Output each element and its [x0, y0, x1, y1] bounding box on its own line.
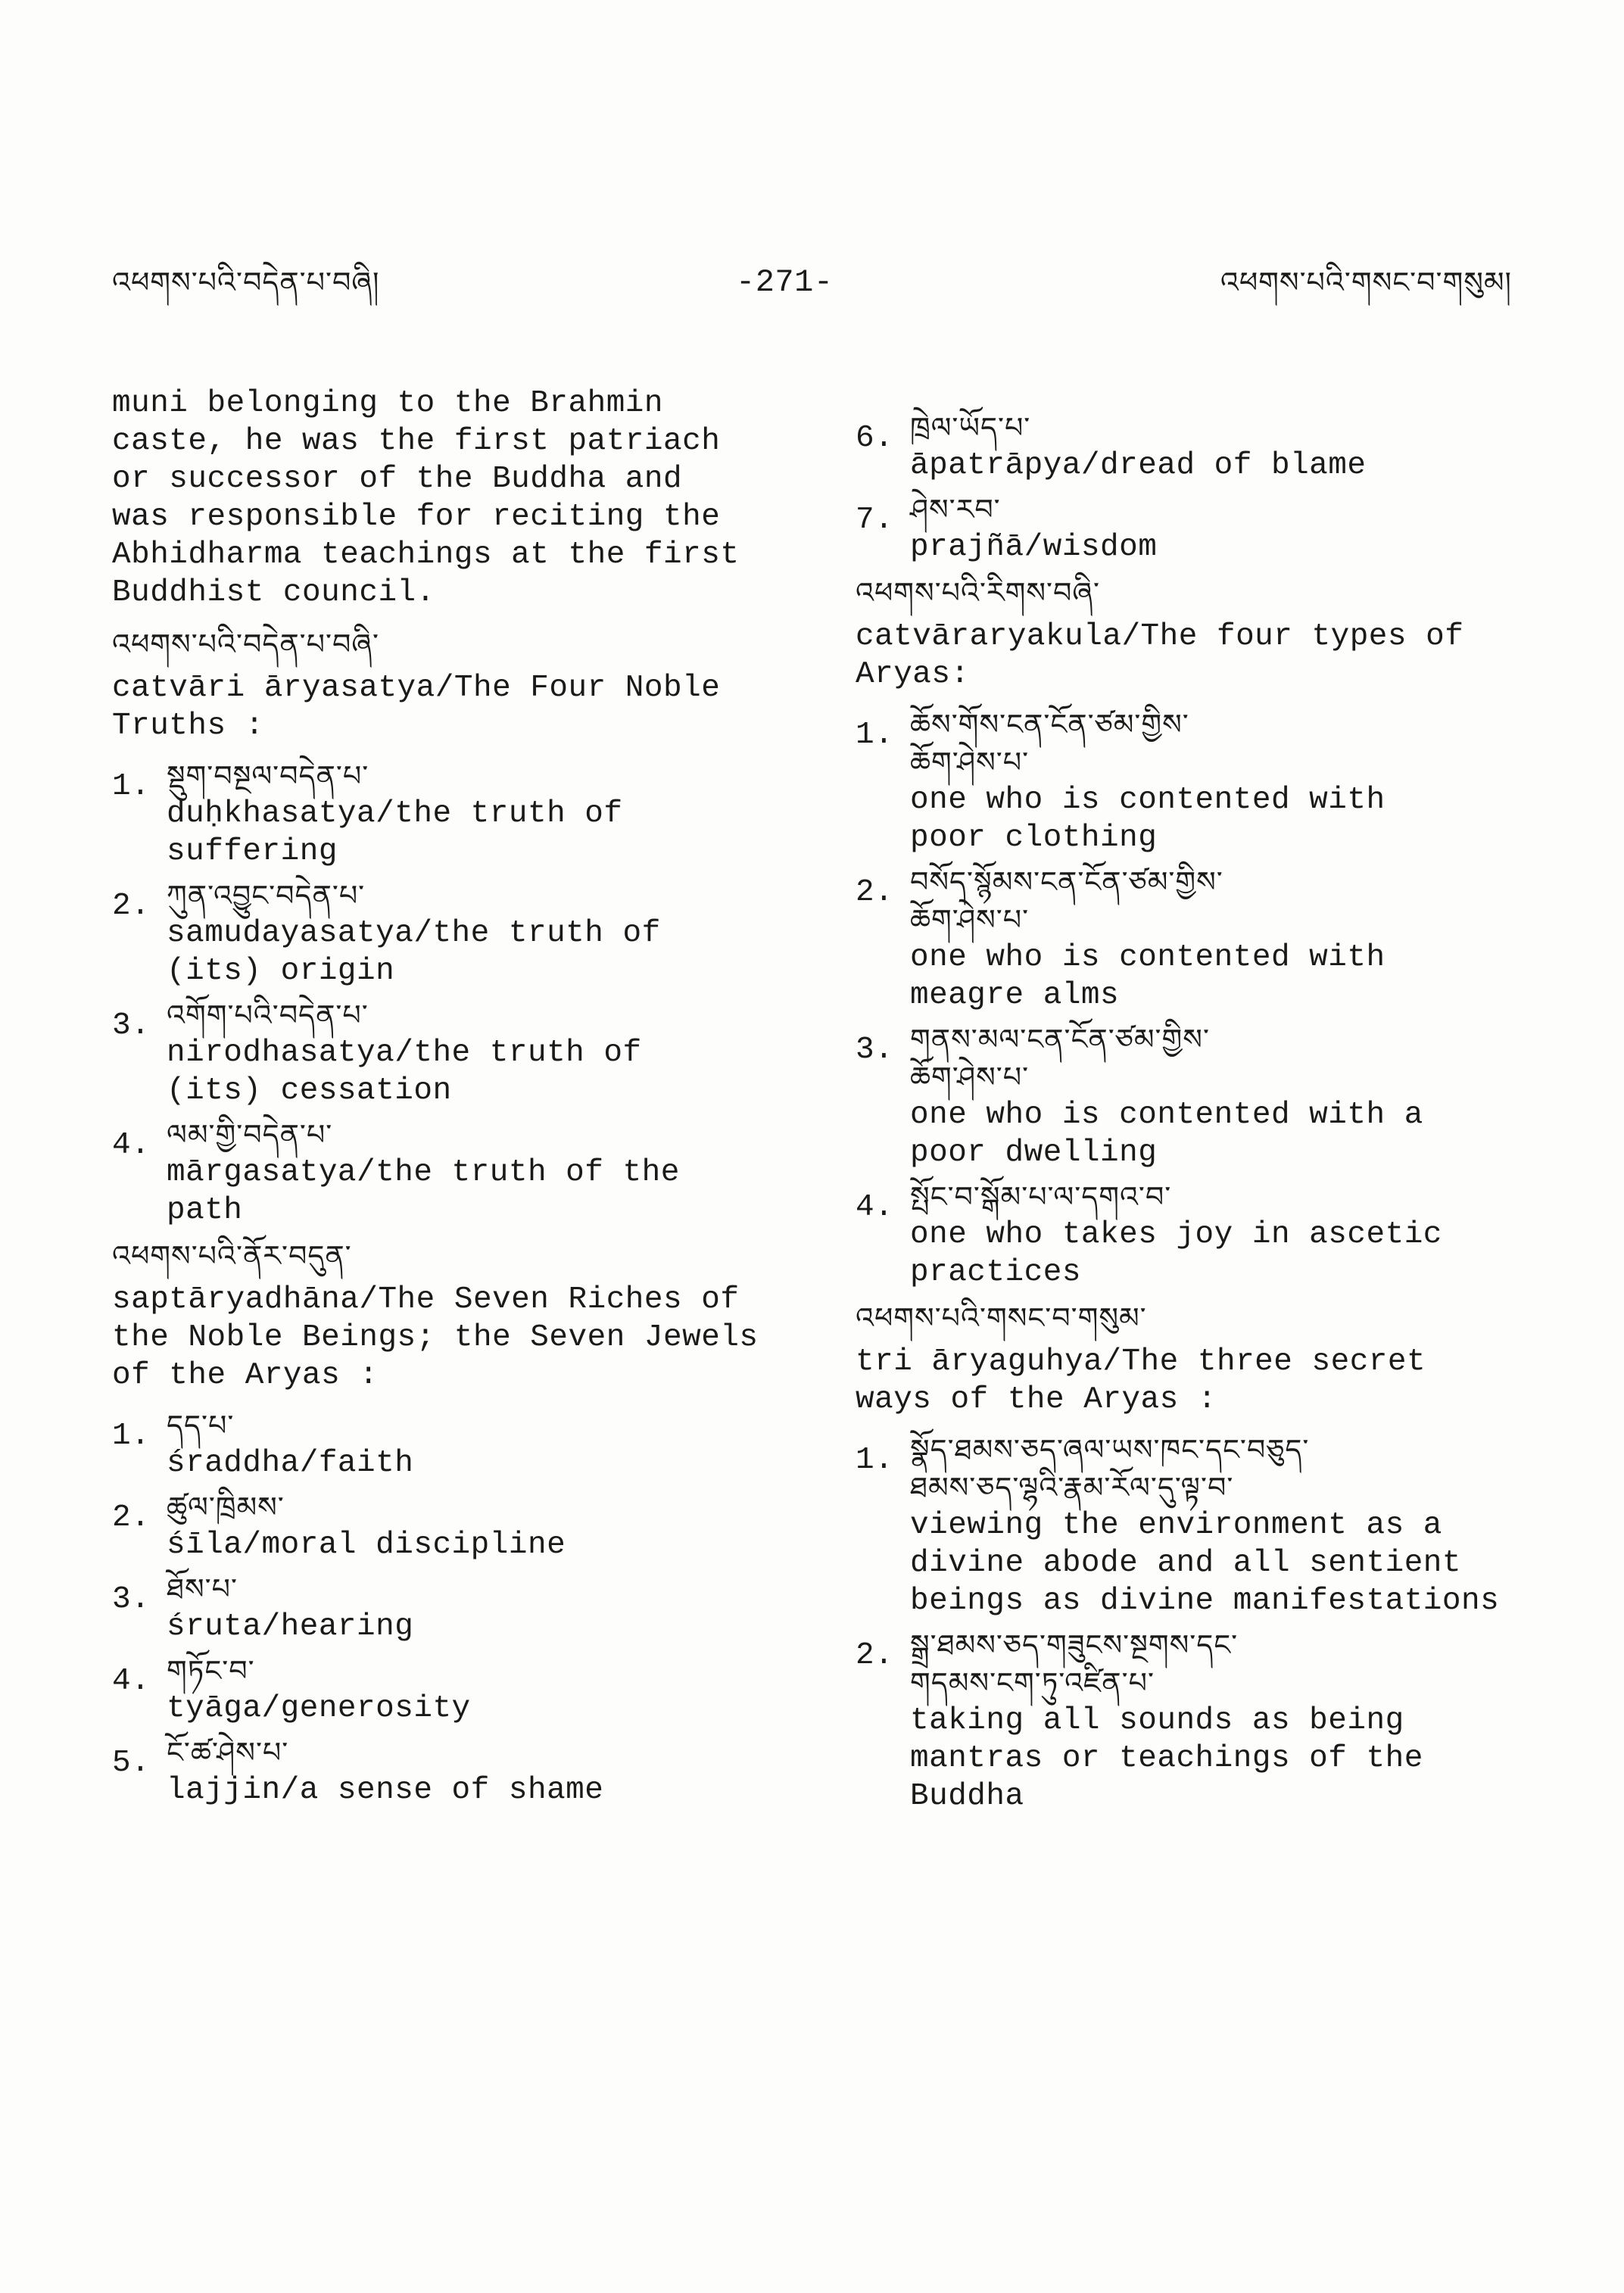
- seven-riches-tibetan-heading: འཕགས་པའི་ནོར་བདུན་: [112, 1239, 352, 1273]
- list-item: [856, 1431, 1522, 1620]
- header-right-tibetan: འཕགས་པའི་གསང་བ་གསུམ།: [1220, 266, 1512, 299]
- item-tibetan: ཤེས་རབ་: [910, 493, 1001, 526]
- three-secrets-tibetan-heading: འཕགས་པའི་གསང་བ་གསུམ་: [856, 1301, 1147, 1335]
- item-number: 3.: [856, 1033, 894, 1067]
- intro-paragraph: muni belonging to the Brahmin caste, he was the first patriach or successor of the Buddha and was responsible for reciting the Abhidharma teachings at the first Buddhist council.: [112, 386, 740, 610]
- item-tibetan: ཐོས་པ་: [167, 1572, 238, 1606]
- left-column: [112, 385, 778, 1815]
- item-tibetan: སྤོང་བ་སྒོམ་པ་ལ་དགའ་བ་: [910, 1180, 1172, 1213]
- item-tibetan: བསོད་སྙོམས་ངན་ངོན་ཙམ་གྱིས་ ཆོག་ཤེས་པ་: [910, 865, 1223, 936]
- item-gloss: one who is contented with a poor dwelling: [910, 1098, 1423, 1170]
- item-gloss: prajñā/wisdom: [910, 530, 1158, 565]
- item-number: 1.: [112, 1419, 151, 1453]
- item-tibetan: སྣོད་ཐམས་ཅད་ཞལ་ཡས་ཁང་དང་བཅུད་ ཐམས་ཅད་ལྷའི་རྣམ་རོལ་དུ་ལྟ་བ་: [910, 1433, 1310, 1504]
- item-number: 1.: [856, 1443, 894, 1478]
- item-gloss: one who is contented with meagre alms: [910, 940, 1386, 1013]
- item-tibetan: ཆོས་གོས་ངན་ངོན་ཙམ་གྱིས་ ཆོག་ཤེས་པ་: [910, 708, 1189, 779]
- item-tibetan: ངོ་ཚ་ཤེས་པ་: [167, 1736, 289, 1769]
- item-gloss: śraddha/faith: [167, 1446, 414, 1481]
- item-number: 4.: [112, 1664, 151, 1699]
- seven-riches-title: saptāryadhāna/The Seven Riches of the Noble Beings; the Seven Jewels of the Aryas :: [112, 1282, 759, 1393]
- right-column: [856, 409, 1522, 1821]
- item-tibetan: སྒྲ་ཐམས་ཅད་གཟུངས་སྔགས་དང་ གདམས་ངག་ཏུ་འཛིན་པ་: [910, 1628, 1239, 1699]
- item-tibetan: གཏོང་བ་: [167, 1654, 255, 1687]
- list-item: [112, 1488, 778, 1564]
- item-gloss: one who is contented with poor clothing: [910, 783, 1386, 855]
- list-item: [112, 1652, 778, 1728]
- item-gloss: śīla/moral discipline: [167, 1528, 566, 1562]
- item-number: 2.: [856, 875, 894, 910]
- list-item: [856, 1020, 1522, 1172]
- item-number: 4.: [112, 1128, 151, 1163]
- item-tibetan: ཚུལ་ཁྲིམས་: [167, 1491, 285, 1524]
- list-item: [856, 409, 1522, 484]
- item-number: 3.: [112, 1582, 151, 1617]
- item-gloss: śruta/hearing: [167, 1609, 414, 1644]
- item-number: 6.: [856, 421, 894, 456]
- item-tibetan: ལམ་གྱི་བདེན་པ་: [167, 1118, 333, 1151]
- list-item: [112, 996, 778, 1110]
- list-item: [112, 877, 778, 990]
- item-number: 3.: [112, 1008, 151, 1043]
- item-number: 2.: [112, 1500, 151, 1535]
- item-gloss: viewing the environment as a divine abode and all sentient beings as divine manifestations: [910, 1508, 1500, 1618]
- four-truths-title: catvāri āryasatya/The Four Noble Truths :: [112, 671, 721, 743]
- item-gloss: tyāga/generosity: [167, 1691, 471, 1726]
- header-left-tibetan: འཕགས་པའི་བདེན་པ་བཞི།: [112, 266, 380, 299]
- item-gloss: mārgasatya/the truth of the path: [167, 1155, 680, 1228]
- item-gloss: nirodhasatya/the truth of (its) cessation: [167, 1036, 642, 1108]
- list-item: [112, 1570, 778, 1646]
- item-number: 5.: [112, 1746, 151, 1781]
- item-gloss: samudayasatya/the truth of (its) origin: [167, 916, 661, 989]
- item-tibetan: སྡུག་བསྔལ་བདེན་པ་: [167, 759, 369, 793]
- item-gloss: taking all sounds as being mantras or teachings of the Buddha: [910, 1703, 1423, 1814]
- list-item: [856, 706, 1522, 857]
- item-tibetan: འགོག་པའི་བདེན་པ་: [167, 999, 369, 1032]
- list-item: [112, 1407, 778, 1482]
- four-lineages-title: catvāraryakula/The four types of Aryas:: [856, 619, 1464, 692]
- item-number: 2.: [112, 889, 151, 924]
- item-tibetan: དད་པ་: [167, 1409, 235, 1442]
- item-tibetan: གནས་མལ་ངན་ངོན་ཙམ་གྱིས་ ཆོག་ཤེས་པ་: [910, 1023, 1210, 1094]
- list-item: [112, 1734, 778, 1809]
- item-gloss: duḥkhasatya/the truth of suffering: [167, 796, 623, 869]
- item-number: 1.: [112, 769, 151, 804]
- item-tibetan: ཀུན་འབྱུང་བདེན་པ་: [167, 879, 366, 912]
- list-item: [112, 1116, 778, 1229]
- three-secrets-title: tri āryaguhya/The three secret ways of the Aryas :: [856, 1344, 1426, 1417]
- list-item: [856, 491, 1522, 566]
- item-number: 2.: [856, 1638, 894, 1673]
- item-gloss: one who takes joy in ascetic practices: [910, 1217, 1442, 1290]
- list-item: [112, 757, 778, 871]
- page-number: -271-: [736, 264, 834, 301]
- item-number: 7.: [856, 503, 894, 537]
- four-truths-tibetan-heading: འཕགས་པའི་བདེན་པ་བཞི་: [112, 628, 379, 661]
- list-item: [856, 1626, 1522, 1815]
- four-lineages-tibetan-heading: འཕགས་པའི་རིགས་བཞི་: [856, 576, 1100, 609]
- list-item: [856, 1178, 1522, 1291]
- item-gloss: āpatrāpya/dread of blame: [910, 448, 1367, 483]
- item-gloss: lajjin/a sense of shame: [167, 1773, 604, 1808]
- item-number: 4.: [856, 1190, 894, 1225]
- item-tibetan: ཁྲེལ་ཡོད་པ་: [910, 411, 1031, 444]
- item-number: 1.: [856, 718, 894, 752]
- list-item: [856, 863, 1522, 1014]
